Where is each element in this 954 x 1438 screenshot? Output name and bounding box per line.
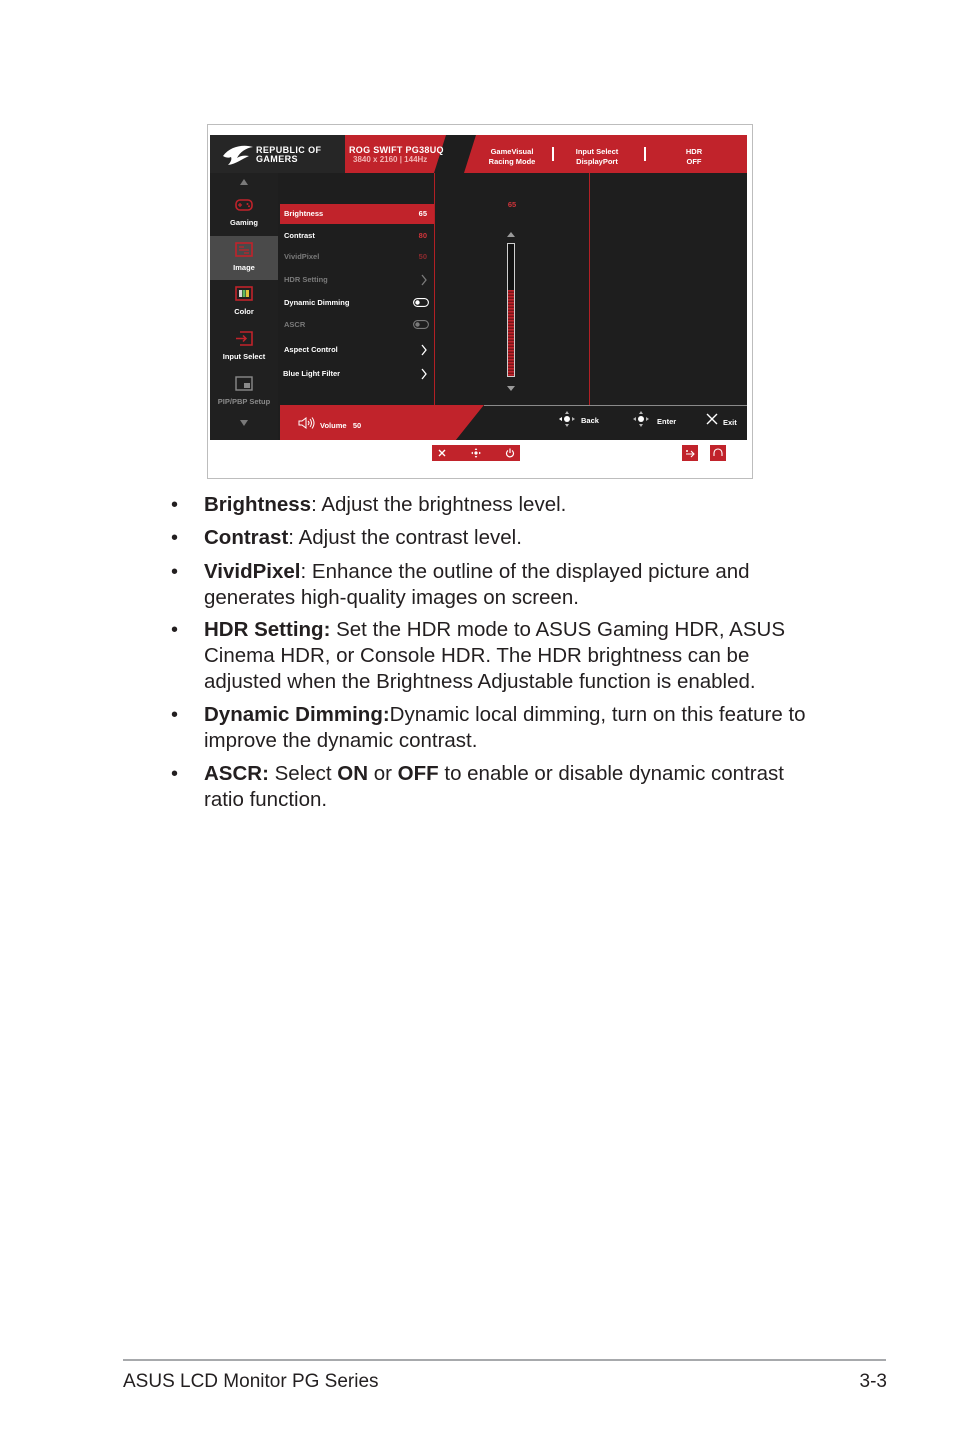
image-menu-list xyxy=(280,173,435,405)
pip-pbp-icon xyxy=(235,376,253,391)
gamevisual-label: GameVisual xyxy=(490,147,534,156)
bullet-ascr xyxy=(204,761,829,813)
resolution-info: 3840 x 2160 | 144Hz xyxy=(353,155,428,164)
footer-rule xyxy=(123,1359,886,1361)
bullet-contrast xyxy=(204,525,829,551)
gamevisual-info xyxy=(482,147,542,167)
brand-text xyxy=(256,146,321,164)
menu-item-aspect-control[interactable] xyxy=(280,340,434,360)
brand-line-2: GAMERS xyxy=(256,154,298,164)
menu-item-label: Contrast xyxy=(284,231,315,240)
slider-down-arrow-icon[interactable] xyxy=(507,386,515,391)
menu-item-label: VividPixel xyxy=(284,252,320,261)
chevron-right-icon xyxy=(420,344,428,356)
bullet-marker: • xyxy=(171,619,179,641)
bullet-vividpixel xyxy=(204,559,829,611)
hdr-label: HDR xyxy=(685,147,703,156)
bullet-dynamic-dimming xyxy=(204,702,829,754)
input-select-label: Input Select xyxy=(575,147,619,156)
hdr-value: OFF xyxy=(686,157,702,166)
headset-icon xyxy=(712,447,724,459)
osd-figure xyxy=(207,124,753,479)
close-button-icon[interactable] xyxy=(436,447,448,459)
bullet-term: Contrast xyxy=(204,526,289,549)
volume-icon xyxy=(298,416,316,430)
bullet-marker: • xyxy=(171,494,179,516)
sidebar-label: Image xyxy=(233,263,255,272)
input-select-value: DisplayPort xyxy=(576,157,618,166)
bullet-on: ON xyxy=(337,762,369,785)
image-icon xyxy=(235,242,253,257)
osd-header xyxy=(210,135,747,173)
header-separator xyxy=(644,147,646,161)
input-select-icon xyxy=(235,331,253,346)
joystick-enter-icon[interactable] xyxy=(632,410,650,428)
menu-item-label: Dynamic Dimming xyxy=(284,298,350,307)
menu-item-hdr-setting[interactable] xyxy=(280,270,434,290)
brightness-slider-panel xyxy=(435,173,590,405)
brightness-slider[interactable] xyxy=(507,243,515,377)
chevron-right-icon xyxy=(420,274,428,286)
volume-value: 50 xyxy=(352,421,362,430)
slider-value: 65 xyxy=(507,200,517,209)
gameplus-hotkey-button[interactable] xyxy=(710,445,726,461)
menu-item-dynamic-dimming[interactable] xyxy=(280,293,434,313)
bullet-hdr-setting xyxy=(204,617,829,695)
bullet-marker: • xyxy=(171,763,179,785)
bullet-text: Enhance the outline of the displayed picture and generates high-quality images on screen. xyxy=(204,560,750,609)
bullet-term: HDR Setting: xyxy=(204,618,331,641)
gamepad-icon xyxy=(235,197,253,212)
page-number: 3-3 xyxy=(859,1371,887,1392)
chevron-right-icon xyxy=(420,368,428,380)
menu-item-contrast[interactable] xyxy=(280,226,434,246)
gamevisual-icon xyxy=(684,447,696,459)
sidebar-label: Gaming xyxy=(230,218,258,227)
bullet-sep: : xyxy=(311,493,322,516)
menu-item-value: 80 xyxy=(418,231,427,240)
sidebar-item-color[interactable] xyxy=(210,280,278,324)
bullet-brightness xyxy=(204,492,829,518)
bullet-sep: : xyxy=(288,526,299,549)
bullet-term: Dynamic Dimming: xyxy=(204,703,390,726)
menu-item-label: ASCR xyxy=(284,320,306,329)
slider-fill xyxy=(508,290,514,376)
bullet-text: Select xyxy=(274,762,338,785)
volume-label-text: Volume xyxy=(320,421,347,430)
gamevisual-value: Racing Mode xyxy=(488,157,536,166)
bullet-marker: • xyxy=(171,527,179,549)
menu-item-value: 50 xyxy=(418,252,427,261)
header-separator xyxy=(552,147,554,161)
osd-screen xyxy=(210,135,747,440)
toggle-off-icon[interactable] xyxy=(413,320,429,329)
toggle-off-icon[interactable] xyxy=(413,298,429,307)
bullet-text: Set the HDR mode to ASUS Gaming HDR, ASUS Cinema HDR, or Console HDR. The HDR brightness can be adjusted when the Brightness Adjustable function is enabled. xyxy=(204,618,786,693)
bullet-marker: • xyxy=(171,704,179,726)
bullet-sep: : xyxy=(300,560,312,583)
brand-line-1: REPUBLIC OF xyxy=(256,145,322,155)
model-name: ROG SWIFT PG38UQ xyxy=(349,145,444,155)
menu-item-label: Aspect Control xyxy=(284,345,338,354)
bullet-text: Dynamic local dimming, turn on this feature to improve the dynamic contrast. xyxy=(204,703,806,752)
osd-sidebar xyxy=(210,173,278,440)
menu-item-ascr[interactable] xyxy=(280,315,434,335)
rog-eye-logo-icon xyxy=(222,144,254,166)
sidebar-item-gaming[interactable] xyxy=(210,191,278,235)
menu-item-label: Blue Light Filter xyxy=(283,369,341,378)
hdr-info xyxy=(678,147,710,167)
back-label: Back xyxy=(581,416,599,425)
bullet-off: OFF xyxy=(397,762,439,785)
bullet-marker: • xyxy=(171,561,179,583)
bullet-text: Adjust the brightness level. xyxy=(321,493,567,516)
bullet-text: Adjust the contrast level. xyxy=(298,526,522,549)
sidebar-item-image[interactable] xyxy=(210,236,278,280)
bullet-term: Brightness xyxy=(204,493,312,516)
menu-item-vividpixel[interactable] xyxy=(280,247,434,267)
power-button-icon[interactable] xyxy=(504,447,516,459)
bullet-text: to enable or disable dynamic contrast ratio function. xyxy=(204,762,784,811)
sidebar-up-arrow-icon[interactable] xyxy=(240,179,248,185)
joystick-back-icon[interactable] xyxy=(558,410,576,428)
bullet-term: ASCR: xyxy=(204,762,269,785)
footer-title: ASUS LCD Monitor PG Series xyxy=(123,1371,379,1392)
exit-close-icon[interactable] xyxy=(705,412,719,426)
sidebar-label: Input Select xyxy=(222,352,266,361)
monitor-button-strip xyxy=(432,445,520,461)
menu-item-label: HDR Setting xyxy=(284,275,328,284)
sidebar-item-input-select[interactable] xyxy=(210,325,278,369)
input-select-info xyxy=(565,147,629,167)
enter-label: Enter xyxy=(657,417,677,426)
slider-up-arrow-icon[interactable] xyxy=(507,232,515,237)
bullet-text: or xyxy=(368,762,398,785)
bullet-term: VividPixel xyxy=(204,560,301,583)
sidebar-item-pip-pbp-setup[interactable] xyxy=(210,370,278,414)
sidebar-label: PIP/PBP Setup xyxy=(217,397,271,406)
color-icon xyxy=(235,286,253,301)
exit-label: Exit xyxy=(723,418,737,427)
osd-footer xyxy=(280,405,747,440)
menu-item-brightness[interactable] xyxy=(280,204,434,224)
joystick-button-icon[interactable] xyxy=(470,447,482,459)
gamevisual-hotkey-button[interactable] xyxy=(682,445,698,461)
menu-item-blue-light-filter[interactable] xyxy=(280,364,434,384)
sidebar-down-arrow-icon[interactable] xyxy=(240,420,248,426)
sidebar-label: Color xyxy=(234,307,254,316)
volume-label xyxy=(320,421,361,430)
menu-item-label: Brightness xyxy=(284,209,324,218)
menu-item-value: 65 xyxy=(418,209,427,218)
